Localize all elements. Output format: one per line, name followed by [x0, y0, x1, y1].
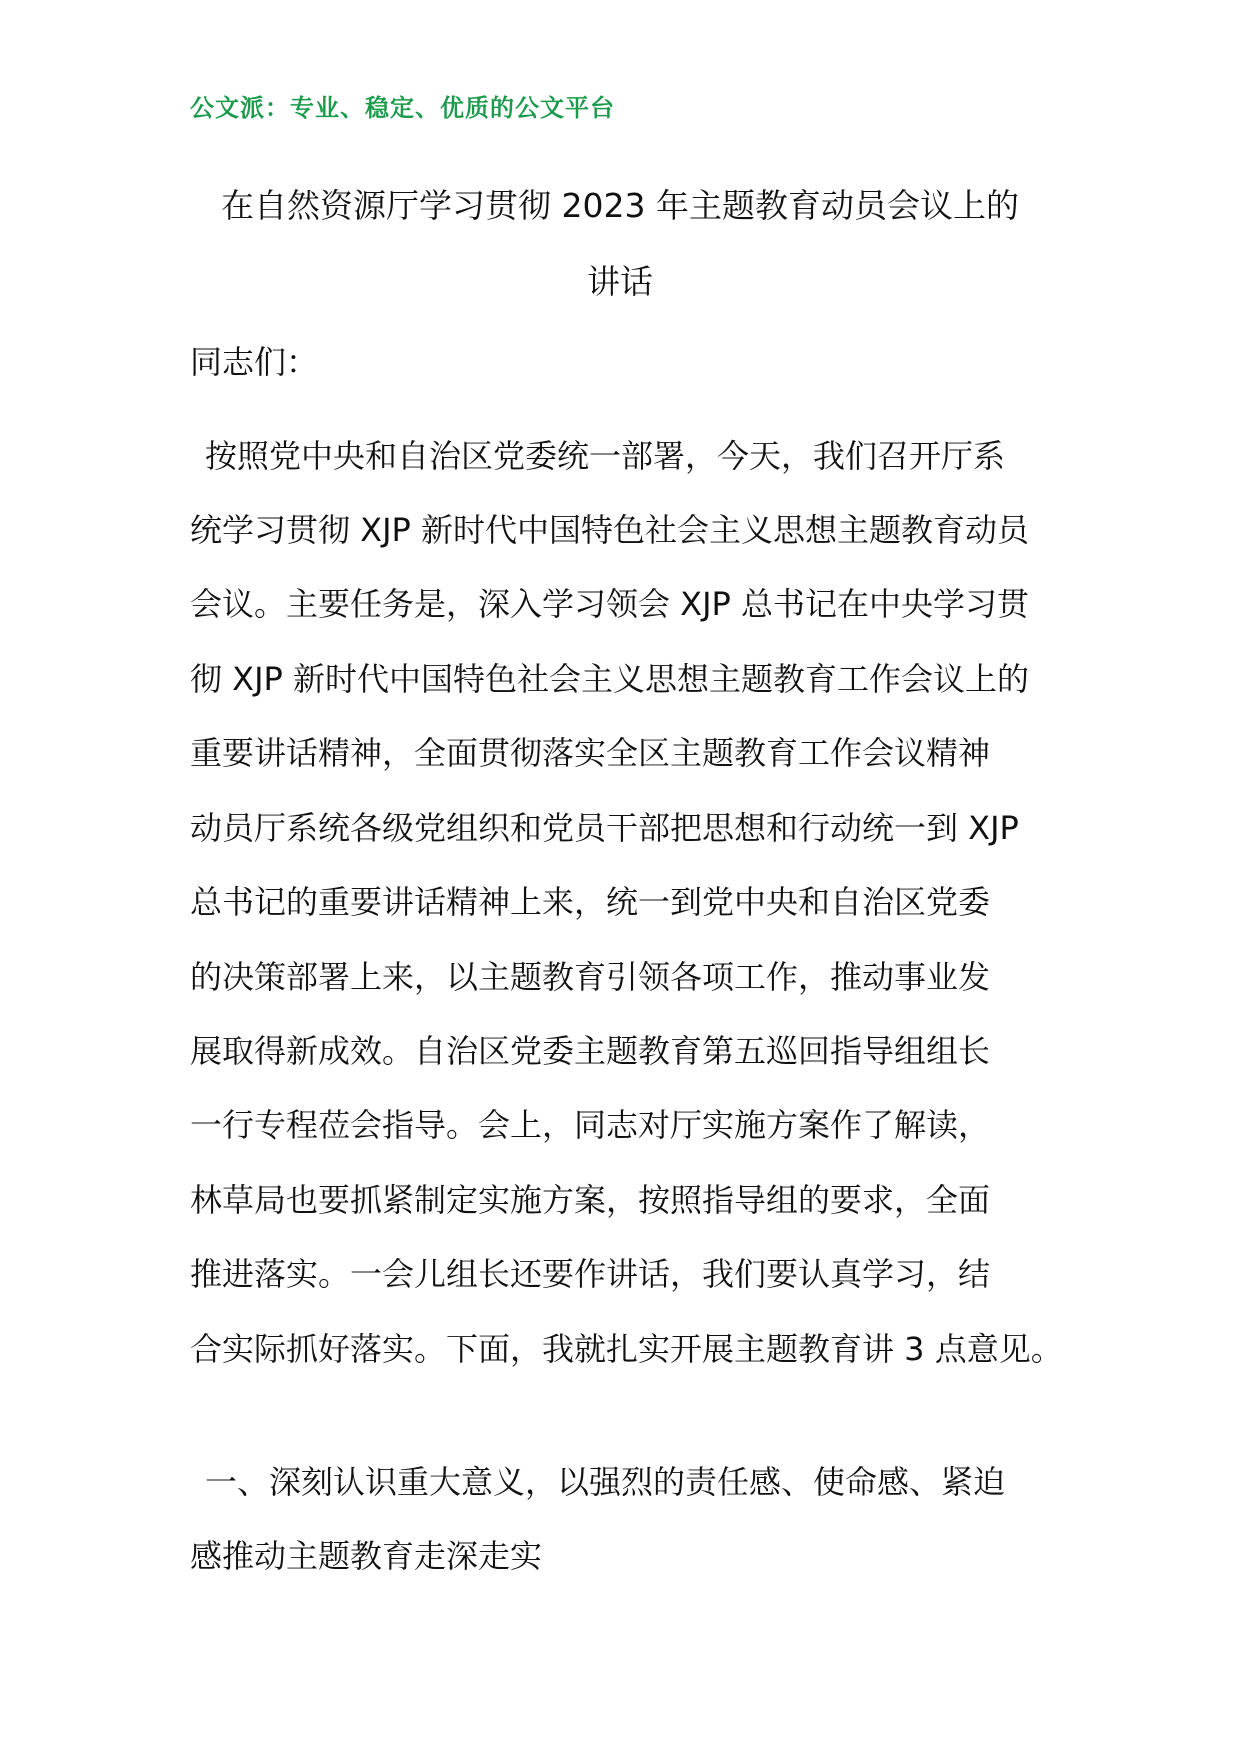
document-title	[170, 168, 1070, 320]
salutation: 同志们：	[190, 343, 319, 381]
paragraph-line: 彻 XJP 新时代中国特色社会主义思想主题教育工作会议上的	[190, 660, 1030, 698]
header-brand: 公文派：专业、稳定、优质的公文平台	[190, 94, 615, 122]
paragraph-line: 总书记的重要讲话精神上来，统一到党中央和自治区党委	[190, 883, 991, 921]
paragraph-line: 展取得新成效。自治区党委主题教育第五巡回指导组组长	[190, 1032, 991, 1070]
paragraph-line: 合实际抓好落实。下面，我就扎实开展主题教育讲 3 点意见。	[190, 1330, 1063, 1368]
paragraph-line: 一行专程莅会指导。会上，同志对厅实施方案作了解读，	[190, 1106, 991, 1144]
paragraph-line: 按照党中央和自治区党委统一部署，今天，我们召开厅系	[205, 437, 1006, 475]
paragraph-line: 会议。主要任务是，深入学习领会 XJP 总书记在中央学习贯	[190, 585, 1030, 623]
paragraph-line: 的决策部署上来，以主题教育引领各项工作，推动事业发	[190, 958, 991, 996]
paragraph-line: 统学习贯彻 XJP 新时代中国特色社会主义思想主题教育动员	[190, 511, 1030, 549]
section-heading-line: 感推动主题教育走深走实	[190, 1537, 543, 1575]
paragraph-line: 动员厅系统各级党组织和党员干部把思想和行动统一到 XJP	[190, 809, 1019, 847]
paragraph-line: 林草局也要抓紧制定实施方案，按照指导组的要求，全面	[190, 1181, 991, 1219]
title-line-1: 在自然资源厅学习贯彻 2023 年主题教育动员会议上的	[221, 186, 1019, 225]
section-heading-line: 一、深刻认识重大意义，以强烈的责任感、使命感、紧迫	[205, 1463, 1006, 1501]
paragraph-line: 推进落实。一会儿组长还要作讲话，我们要认真学习，结	[190, 1255, 991, 1293]
title-line-2: 讲话	[587, 262, 653, 301]
paragraph-line: 重要讲话精神，全面贯彻落实全区主题教育工作会议精神	[190, 734, 991, 772]
